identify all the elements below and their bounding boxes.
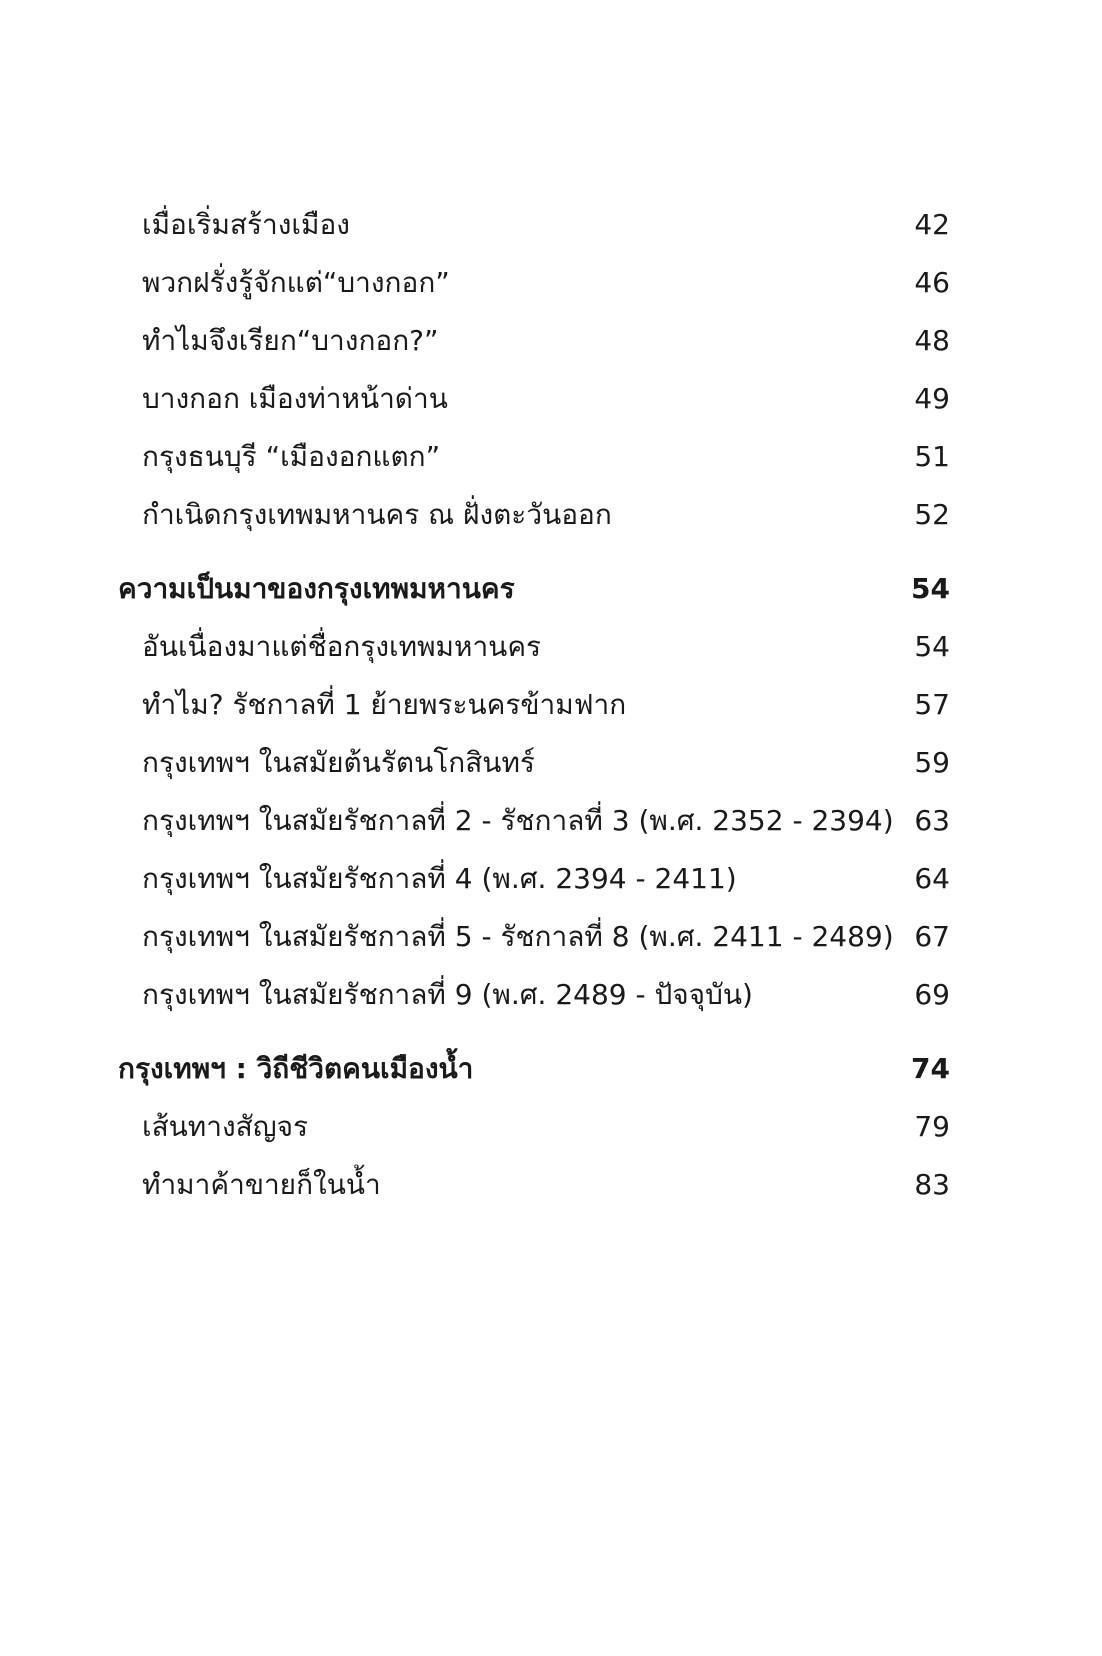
toc-entry-page: 67	[914, 920, 950, 953]
toc-section-heading	[0, 1040, 1102, 1098]
toc-entry	[0, 618, 1102, 676]
toc-entry-page: 64	[914, 862, 950, 895]
toc-entry	[0, 792, 1102, 850]
toc-entry	[0, 196, 1102, 254]
toc-entry-page: 48	[914, 324, 950, 357]
toc-entry	[0, 1156, 1102, 1214]
toc-entry-page: 59	[914, 746, 950, 779]
toc-entry-title: กรุงเทพฯ ในสมัยรัชกาลที่ 5 - รัชกาลที่ 8 (พ.ศ. 2411 - 2489)	[142, 920, 894, 953]
toc-entry-title: กรุงเทพฯ ในสมัยรัชกาลที่ 4 (พ.ศ. 2394 - 2411)	[142, 862, 737, 895]
table-of-contents	[0, 196, 1102, 1214]
toc-entry-title: ทำไมจึงเรียก“บางกอก?”	[142, 324, 439, 357]
toc-entry	[0, 312, 1102, 370]
toc-entry	[0, 370, 1102, 428]
toc-entry-page: 49	[914, 382, 950, 415]
toc-entry-page: 46	[914, 266, 950, 299]
toc-entry-title: อันเนื่องมาแต่ชื่อกรุงเทพมหานคร	[142, 630, 542, 663]
toc-entry-page: 54	[914, 630, 950, 663]
toc-entry	[0, 734, 1102, 792]
toc-section-title: ความเป็นมาของกรุงเทพมหานคร	[118, 572, 515, 605]
toc-entry-title: กรุงเทพฯ ในสมัยต้นรัตนโกสินทร์	[142, 746, 535, 779]
toc-entry-page: 52	[914, 498, 950, 531]
toc-entry-title: กำเนิดกรุงเทพมหานคร ณ ฝั่งตะวันออก	[142, 498, 612, 531]
toc-section-page: 74	[911, 1052, 950, 1085]
toc-entry	[0, 676, 1102, 734]
toc-entry-page: 42	[914, 208, 950, 241]
toc-entry	[0, 428, 1102, 486]
toc-entry-title: บางกอก เมืองท่าหน้าด่าน	[142, 382, 448, 415]
toc-entry-title: ทำมาค้าขายก็ในน้ำ	[142, 1168, 381, 1201]
toc-entry-title: กรุงเทพฯ ในสมัยรัชกาลที่ 9 (พ.ศ. 2489 - ปัจจุบัน)	[142, 978, 753, 1011]
toc-entry	[0, 908, 1102, 966]
toc-entry	[0, 966, 1102, 1024]
toc-section-page: 54	[911, 572, 950, 605]
toc-entry-page: 63	[914, 804, 950, 837]
toc-section-heading	[0, 560, 1102, 618]
toc-entry-page: 79	[914, 1110, 950, 1143]
toc-entry	[0, 486, 1102, 544]
toc-entry	[0, 1098, 1102, 1156]
toc-entry-page: 51	[914, 440, 950, 473]
toc-entry-title: พวกฝรั่งรู้จักแต่“บางกอก”	[142, 266, 450, 299]
toc-entry-title: เมื่อเริ่มสร้างเมือง	[142, 208, 350, 241]
toc-entry-title: เส้นทางสัญจร	[142, 1110, 309, 1143]
section-gap	[0, 544, 1102, 560]
toc-entry-page: 69	[914, 978, 950, 1011]
toc-entry-title: กรุงเทพฯ ในสมัยรัชกาลที่ 2 - รัชกาลที่ 3 (พ.ศ. 2352 - 2394)	[142, 804, 894, 837]
section-gap	[0, 1024, 1102, 1040]
toc-entry-title: ทำไม? รัชกาลที่ 1 ย้ายพระนครข้ามฟาก	[142, 688, 627, 721]
toc-entry	[0, 254, 1102, 312]
toc-entry-page: 57	[914, 688, 950, 721]
toc-entry-title: กรุงธนบุรี “เมืองอกแตก”	[142, 440, 441, 473]
toc-entry	[0, 850, 1102, 908]
toc-section-title: กรุงเทพฯ : วิถีชีวิตคนเมืองน้ำ	[118, 1052, 474, 1085]
toc-entry-page: 83	[914, 1168, 950, 1201]
